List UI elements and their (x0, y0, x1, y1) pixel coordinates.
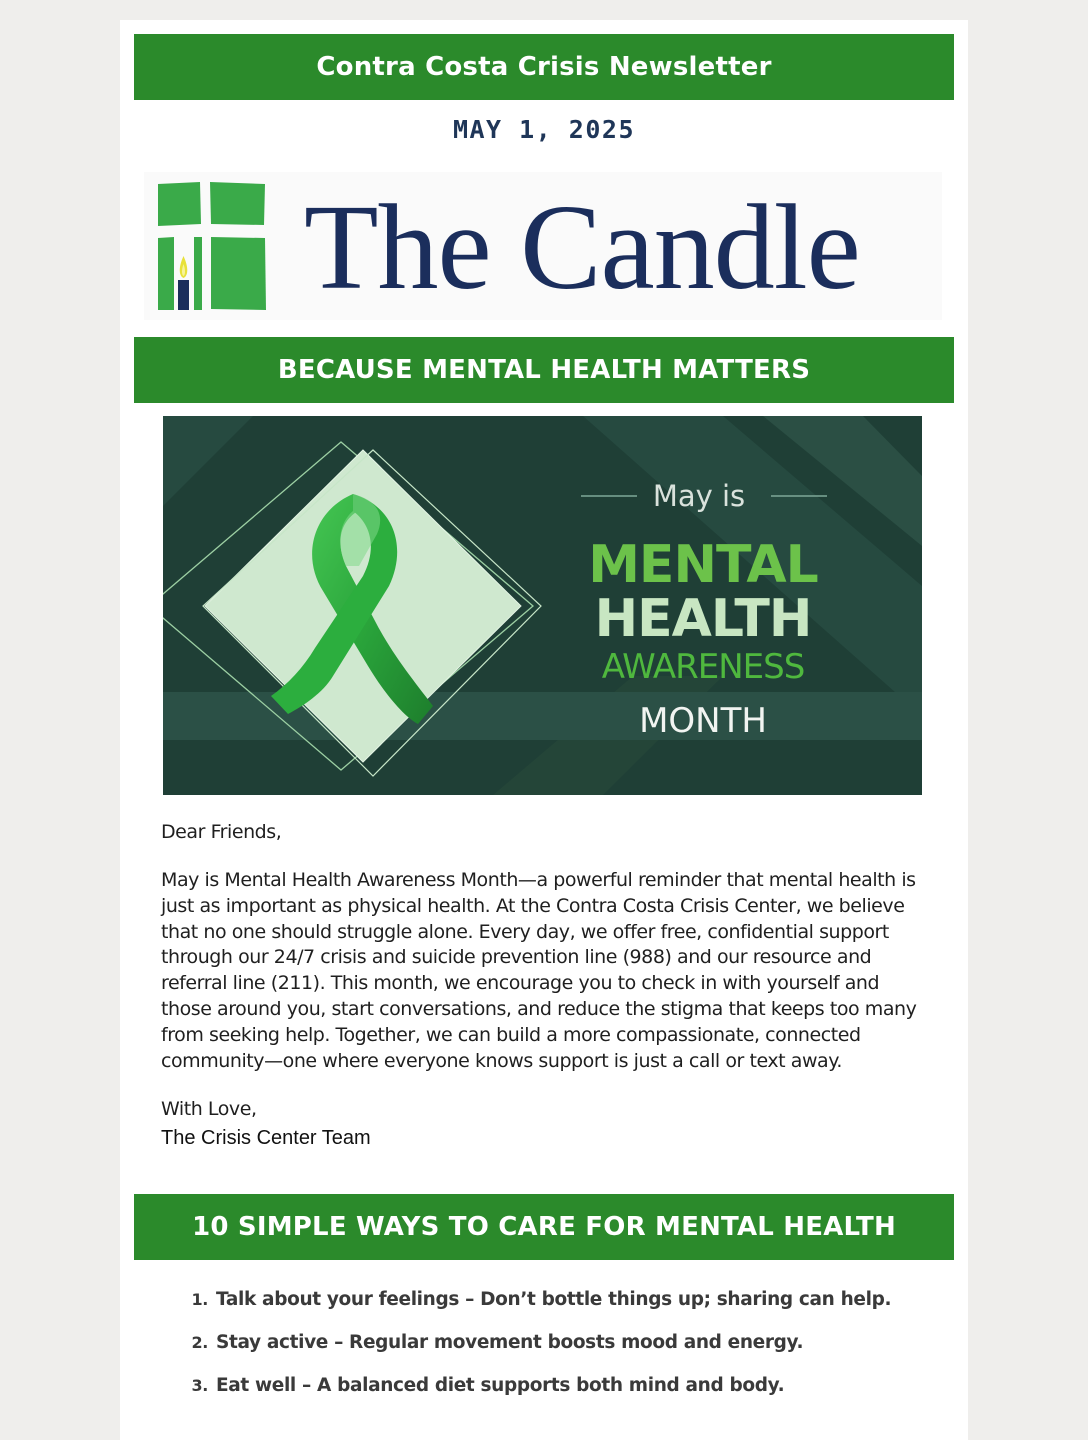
list-item-text: Stay active – Regular movement boosts mood and energy. (216, 1332, 804, 1353)
list-item-number: 1. (191, 1290, 208, 1309)
issue-date: MAY 1, 2025 (452, 115, 636, 144)
list-item-number: 3. (191, 1376, 208, 1395)
banner-line-mental: MENTAL (588, 535, 818, 595)
letter-body: May is Mental Health Awareness Month—a powerful reminder that mental health is just as important as physical health. At the Contra Costa Crisis Center, we believe that no one should struggle alone. Every day, we offer free, confidential support through our 24/7 crisis and suicide prevention line (988) and our resource and referral line (211). This month, we encourage you to check in with yourself and those around you, start conversations, and reduce the stigma that keeps too many from seeking help. Together, we can build a more compassionate, connected community—one where everyone knows support is just a call or text away. (161, 869, 917, 1072)
the-candle-logo (144, 172, 942, 320)
tagline-banner (134, 337, 954, 403)
banner-graphic (163, 416, 922, 795)
masthead-title: Contra Costa Crisis Newsletter (316, 52, 772, 82)
masthead-banner (134, 34, 954, 100)
banner-line-health: HEALTH (594, 589, 812, 649)
tips-list (150, 1278, 930, 1407)
letter-closing: With Love, (161, 1098, 257, 1120)
list-item (150, 1364, 930, 1407)
banner-line-may-is: May is (652, 479, 746, 513)
mental-health-month-banner (163, 416, 922, 795)
list-item (150, 1278, 930, 1321)
tips-heading-banner (134, 1194, 954, 1260)
list-item-text: Talk about your feelings – Don’t bottle things up; sharing can help. (216, 1289, 892, 1310)
logo-title: The Candle (304, 180, 860, 315)
banner-line-awareness: AWARENESS (601, 647, 805, 687)
candle-window-icon (144, 172, 294, 320)
letter-signature: The Crisis Center Team (161, 1127, 371, 1149)
tips-heading: 10 SIMPLE WAYS TO CARE FOR MENTAL HEALTH (192, 1212, 896, 1242)
list-item-number: 2. (191, 1333, 208, 1352)
tagline-text: BECAUSE MENTAL HEALTH MATTERS (277, 355, 811, 385)
list-item (150, 1321, 930, 1364)
letter-greeting: Dear Friends, (161, 821, 282, 843)
list-item-text: Eat well – A balanced diet supports both mind and body. (216, 1375, 785, 1396)
banner-line-month: MONTH (639, 701, 767, 741)
